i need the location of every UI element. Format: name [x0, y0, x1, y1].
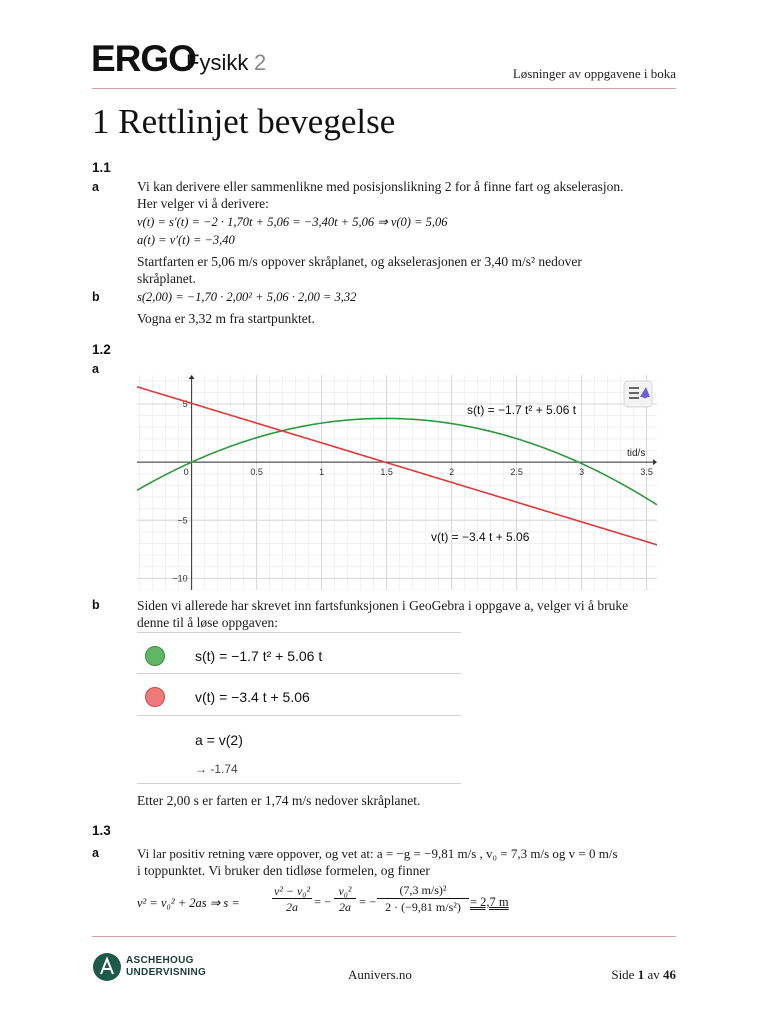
publisher-name-1: ASCHEHOUG	[126, 955, 194, 966]
header-subtitle: Løsninger av oppgavene i boka	[512, 66, 676, 81]
x-tick-label: 3	[579, 467, 585, 478]
equation-timeless-lhs: v² = v₀² + 2as ⇒ s =	[137, 896, 240, 910]
equation-position: s(2,00) = −1,70 · 2,00² + 5,06 · 2,00 = 3,32	[137, 290, 357, 304]
paragraph: Startfarten er 5,06 m/s oppover skråplanet, og akselerasjonen er 3,40 m/s² nedover	[137, 254, 582, 269]
chapter-title: 1 Rettlinjet bevegelse	[92, 102, 396, 141]
x-axis-label: tid/s	[627, 448, 646, 460]
graph-settings-icon	[624, 381, 652, 407]
algebra-s-expression: s(t) = −1.7 t² + 5.06 t	[195, 648, 323, 664]
equation-acceleration: a(t) = v′(t) = −3,40	[137, 233, 235, 247]
algebra-a-result: → -1.74	[195, 762, 238, 776]
divider	[137, 673, 461, 674]
equals-sign: = −	[314, 895, 332, 909]
task-label-a: a	[92, 180, 99, 194]
paragraph: Vi lar positiv retning være oppover, og vet at: a = −g = −9,81 m/s , v₀ = 7,3 m/s og v = 0 m/s	[137, 846, 618, 861]
divider	[137, 715, 461, 716]
page-indicator	[611, 967, 676, 983]
equals-sign: = −	[359, 895, 377, 909]
fraction: (7,3 m/s)² 2 · (−9,81 m/s²)	[377, 882, 469, 916]
task-label-a: a	[92, 846, 99, 860]
paragraph: Vogna er 3,32 m fra startpunktet.	[137, 311, 315, 326]
algebra-v-expression: v(t) = −3.4 t + 5.06	[195, 689, 310, 705]
x-tick-label: 2.5	[510, 467, 523, 478]
x-tick-label: 1.5	[380, 467, 393, 478]
equation-result: = 2,7 m	[470, 895, 509, 909]
page-number: 1	[637, 967, 645, 982]
v-visibility-toggle[interactable]	[145, 687, 165, 707]
x-axis-arrow	[653, 459, 657, 465]
paragraph: denne til å løse oppgaven:	[137, 615, 278, 630]
task-label-b: b	[92, 290, 100, 304]
task-label-b: b	[92, 598, 100, 612]
page-total: 46	[663, 967, 676, 982]
section-number-1-3: 1.3	[92, 823, 111, 838]
footer-divider	[92, 936, 676, 937]
section-number-1-2: 1.2	[92, 342, 111, 357]
graph-curves	[137, 387, 657, 545]
paragraph: Etter 2,00 s er farten er 1,74 m/s nedover skråplanet.	[137, 793, 421, 808]
header-divider	[92, 88, 676, 89]
brand-logo-number: 2	[254, 50, 267, 75]
paragraph: i toppunktet. Vi bruker den tidløse formelen, og finner	[137, 863, 430, 878]
geogebra-graph	[137, 375, 657, 590]
paragraph: Her velger vi å derivere:	[137, 196, 269, 211]
x-tick-label: 1	[319, 467, 325, 478]
graph-grid	[137, 375, 657, 590]
paragraph: skråplanet.	[137, 271, 196, 286]
publisher-emblem-icon	[92, 952, 122, 982]
brand-logo-fysikk: Fysikk	[186, 50, 249, 75]
v-curve-label: v(t) = −3.4 t + 5.06	[431, 530, 530, 544]
x-tick-label: 3.5	[640, 467, 653, 478]
y-tick-label: 5	[182, 399, 188, 410]
divider	[137, 632, 461, 633]
x-tick-label: 0.5	[250, 467, 263, 478]
geogebra-algebra-view	[137, 632, 461, 784]
paragraph: Vi kan derivere eller sammenlikne med posisjonslikning 2 for å finne fart og akselerasjon.	[137, 179, 624, 194]
x-tick-label: 2	[449, 467, 455, 478]
equation-velocity: v(t) = s′(t) = −2 · 1,70t + 5,06 = −3,40t + 5,06 ⇒ v(0) = 5,06	[137, 215, 448, 229]
graph-axes	[137, 375, 657, 590]
footer-website[interactable]: Aunivers.no	[348, 967, 412, 982]
fraction: v² − v₀² 2a	[273, 884, 311, 914]
publisher-name-2: UNDERVISNING	[126, 967, 207, 978]
y-tick-label: −10	[172, 573, 188, 584]
brand-logo-ergo: ERGO	[91, 38, 196, 79]
fraction: v₀² 2a	[334, 884, 356, 915]
y-tick-label: −5	[177, 515, 188, 526]
paragraph: Siden vi allerede har skrevet inn fartsfunksjonen i GeoGebra i oppgave a, velger vi å bruke	[137, 598, 629, 613]
s-curve-label: s(t) = −1.7 t² + 5.06 t	[467, 403, 577, 417]
publisher-logo	[92, 952, 207, 987]
y-axis-arrow	[189, 375, 195, 379]
task-label-a: a	[92, 362, 99, 376]
algebra-a-expression: a = v(2)	[195, 732, 243, 748]
tick-label-origin: 0	[183, 467, 189, 478]
page-prefix: Side	[611, 967, 635, 982]
v-curve	[137, 387, 657, 545]
s-curve	[137, 418, 657, 504]
s-visibility-toggle[interactable]	[145, 646, 165, 666]
divider	[137, 783, 461, 784]
page-mid: av	[647, 967, 660, 982]
section-number-1-1: 1.1	[92, 160, 111, 175]
